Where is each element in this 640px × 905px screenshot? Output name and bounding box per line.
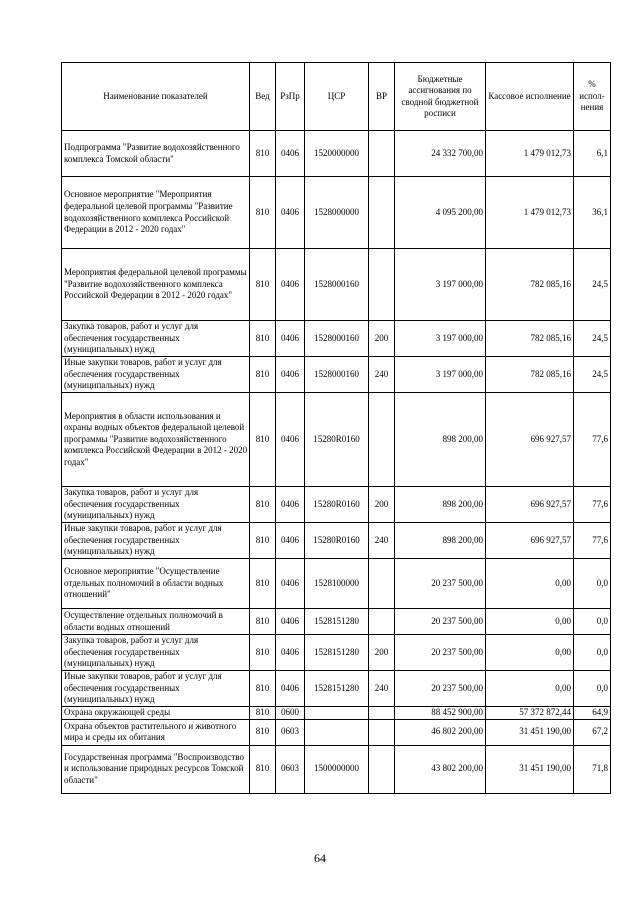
cell-rzpr: 0603 bbox=[276, 719, 305, 745]
cell-rzpr: 0406 bbox=[276, 487, 305, 523]
header-cash: Кассовое исполнение bbox=[486, 63, 574, 131]
cell-percent: 77,6 bbox=[574, 487, 611, 523]
cell-assigned: 20 237 500,00 bbox=[395, 609, 486, 635]
cell-cash: 0,00 bbox=[486, 609, 574, 635]
cell-name: Закупка товаров, работ и услуг для обеспечения государственных (муниципальных) нужд bbox=[62, 487, 250, 523]
cell-name: Основное мероприятие "Осуществление отдельных полномочий в области водных отношений" bbox=[62, 559, 250, 609]
cell-cash: 782 085,16 bbox=[486, 357, 574, 393]
cell-assigned: 20 237 500,00 bbox=[395, 635, 486, 671]
cell-assigned: 20 237 500,00 bbox=[395, 671, 486, 707]
cell-vr: 240 bbox=[369, 671, 395, 707]
page-number: 64 bbox=[314, 851, 326, 865]
cell-assigned: 3 197 000,00 bbox=[395, 357, 486, 393]
cell-ved: 810 bbox=[250, 321, 276, 357]
cell-percent: 64,9 bbox=[574, 707, 611, 720]
cell-vr: 240 bbox=[369, 357, 395, 393]
cell-cash: 31 451 190,00 bbox=[486, 745, 574, 793]
cell-csr: 15280R0160 bbox=[305, 393, 369, 487]
cell-rzpr: 0406 bbox=[276, 671, 305, 707]
header-percent: % испол- нения bbox=[574, 63, 611, 131]
cell-percent: 77,6 bbox=[574, 523, 611, 559]
cell-cash: 782 085,16 bbox=[486, 249, 574, 321]
cell-percent: 67,2 bbox=[574, 719, 611, 745]
cell-assigned: 3 197 000,00 bbox=[395, 321, 486, 357]
cell-assigned: 46 802 200,00 bbox=[395, 719, 486, 745]
cell-assigned: 898 200,00 bbox=[395, 487, 486, 523]
cell-csr: 1528151280 bbox=[305, 671, 369, 707]
header-csr: ЦСР bbox=[305, 63, 369, 131]
cell-ved: 810 bbox=[250, 131, 276, 177]
cell-csr: 1528000160 bbox=[305, 357, 369, 393]
cell-vr bbox=[369, 249, 395, 321]
cell-csr: 1528000160 bbox=[305, 249, 369, 321]
cell-cash: 0,00 bbox=[486, 559, 574, 609]
cell-percent: 0,0 bbox=[574, 635, 611, 671]
cell-ved: 810 bbox=[250, 609, 276, 635]
cell-ved: 810 bbox=[250, 559, 276, 609]
cell-percent: 71,8 bbox=[574, 745, 611, 793]
table-row bbox=[62, 357, 611, 393]
cell-csr bbox=[305, 707, 369, 720]
cell-ved: 810 bbox=[250, 357, 276, 393]
cell-cash: 696 927,57 bbox=[486, 393, 574, 487]
cell-name: Иные закупки товаров, работ и услуг для обеспечения государственных (муниципальных) нужд bbox=[62, 523, 250, 559]
table-row bbox=[62, 177, 611, 249]
table-row bbox=[62, 635, 611, 671]
cell-cash: 696 927,57 bbox=[486, 487, 574, 523]
table-row bbox=[62, 745, 611, 793]
cell-percent: 6,1 bbox=[574, 131, 611, 177]
cell-vr bbox=[369, 719, 395, 745]
cell-rzpr: 0406 bbox=[276, 131, 305, 177]
cell-assigned: 24 332 700,00 bbox=[395, 131, 486, 177]
cell-vr bbox=[369, 609, 395, 635]
cell-rzpr: 0406 bbox=[276, 249, 305, 321]
table-row bbox=[62, 321, 611, 357]
cell-csr: 1500000000 bbox=[305, 745, 369, 793]
cell-csr bbox=[305, 719, 369, 745]
cell-vr: 200 bbox=[369, 635, 395, 671]
cell-rzpr: 0406 bbox=[276, 177, 305, 249]
cell-vr bbox=[369, 559, 395, 609]
table-row bbox=[62, 671, 611, 707]
cell-cash: 0,00 bbox=[486, 635, 574, 671]
table-row bbox=[62, 609, 611, 635]
table-row bbox=[62, 707, 611, 720]
cell-vr: 200 bbox=[369, 321, 395, 357]
cell-name: Закупка товаров, работ и услуг для обеспечения государственных (муниципальных) нужд bbox=[62, 321, 250, 357]
cell-ved: 810 bbox=[250, 487, 276, 523]
cell-percent: 77,6 bbox=[574, 393, 611, 487]
cell-csr: 15280R0160 bbox=[305, 487, 369, 523]
cell-assigned: 3 197 000,00 bbox=[395, 249, 486, 321]
cell-cash: 782 085,16 bbox=[486, 321, 574, 357]
cell-name: Иные закупки товаров, работ и услуг для обеспечения государственных (муниципальных) нужд bbox=[62, 671, 250, 707]
cell-name: Основное мероприятие "Мероприятия федеральной целевой программы "Развитие водохозяйственного комплекса Российской Федерации в 2012 - 2020 годах" bbox=[62, 177, 250, 249]
cell-name: Государственная программа "Воспроизводство и использование природных ресурсов Томской области" bbox=[62, 745, 250, 793]
cell-name: Подпрограмма "Развитие водохозяйственного комплекса Томской области" bbox=[62, 131, 250, 177]
table-row bbox=[62, 719, 611, 745]
cell-csr: 1528151280 bbox=[305, 609, 369, 635]
cell-name: Мероприятия федеральной целевой программы "Развитие водохозяйственного комплекса Российской Федерации в 2012 - 2020 годах" bbox=[62, 249, 250, 321]
cell-cash: 57 372 872,44 bbox=[486, 707, 574, 720]
table-row bbox=[62, 487, 611, 523]
table-row bbox=[62, 249, 611, 321]
cell-percent: 24,5 bbox=[574, 357, 611, 393]
cell-percent: 0,0 bbox=[574, 559, 611, 609]
cell-ved: 810 bbox=[250, 635, 276, 671]
cell-cash: 0,00 bbox=[486, 671, 574, 707]
cell-csr: 1520000000 bbox=[305, 131, 369, 177]
cell-csr: 1528000160 bbox=[305, 321, 369, 357]
header-name: Наименование показателей bbox=[62, 63, 250, 131]
cell-rzpr: 0406 bbox=[276, 609, 305, 635]
table-row bbox=[62, 131, 611, 177]
cell-rzpr: 0600 bbox=[276, 707, 305, 720]
cell-ved: 810 bbox=[250, 671, 276, 707]
cell-ved: 810 bbox=[250, 745, 276, 793]
table-row bbox=[62, 393, 611, 487]
cell-name: Осуществление отдельных полномочий в области водных отношений bbox=[62, 609, 250, 635]
cell-name: Охрана объектов растительного и животного мира и среды их обитания bbox=[62, 719, 250, 745]
cell-rzpr: 0603 bbox=[276, 745, 305, 793]
cell-vr: 240 bbox=[369, 523, 395, 559]
cell-rzpr: 0406 bbox=[276, 523, 305, 559]
cell-rzpr: 0406 bbox=[276, 357, 305, 393]
cell-assigned: 4 095 200,00 bbox=[395, 177, 486, 249]
cell-assigned: 88 452 900,00 bbox=[395, 707, 486, 720]
cell-ved: 810 bbox=[250, 523, 276, 559]
cell-ved: 810 bbox=[250, 177, 276, 249]
cell-csr: 1528151280 bbox=[305, 635, 369, 671]
cell-vr bbox=[369, 131, 395, 177]
cell-name: Мероприятия в области использования и охраны водных объектов федеральной целевой программы "Развитие водохозяйственного комплекса Российской Федерации в 2012 - 2020 годах" bbox=[62, 393, 250, 487]
cell-assigned: 43 802 200,00 bbox=[395, 745, 486, 793]
cell-rzpr: 0406 bbox=[276, 559, 305, 609]
cell-ved: 810 bbox=[250, 393, 276, 487]
header-rzpr: РзПр bbox=[276, 63, 305, 131]
cell-percent: 24,5 bbox=[574, 321, 611, 357]
cell-percent: 36,1 bbox=[574, 177, 611, 249]
cell-csr: 15280R0160 bbox=[305, 523, 369, 559]
cell-cash: 696 927,57 bbox=[486, 523, 574, 559]
cell-name: Закупка товаров, работ и услуг для обеспечения государственных (муниципальных) нужд bbox=[62, 635, 250, 671]
cell-ved: 810 bbox=[250, 719, 276, 745]
header-assigned: Бюджетные ассигнования по сводной бюджетной росписи bbox=[395, 63, 486, 131]
cell-name: Охрана окружающей среды bbox=[62, 707, 250, 720]
table-header-row bbox=[62, 63, 611, 131]
header-vr: ВР bbox=[369, 63, 395, 131]
cell-vr bbox=[369, 177, 395, 249]
cell-assigned: 20 237 500,00 bbox=[395, 559, 486, 609]
cell-name: Иные закупки товаров, работ и услуг для обеспечения государственных (муниципальных) нужд bbox=[62, 357, 250, 393]
cell-vr bbox=[369, 393, 395, 487]
cell-vr bbox=[369, 707, 395, 720]
cell-rzpr: 0406 bbox=[276, 393, 305, 487]
cell-rzpr: 0406 bbox=[276, 635, 305, 671]
table-row bbox=[62, 559, 611, 609]
table-row bbox=[62, 523, 611, 559]
header-ved: Вед bbox=[250, 63, 276, 131]
cell-cash: 31 451 190,00 bbox=[486, 719, 574, 745]
cell-percent: 0,0 bbox=[574, 609, 611, 635]
cell-csr: 1528000000 bbox=[305, 177, 369, 249]
cell-vr: 200 bbox=[369, 487, 395, 523]
cell-vr bbox=[369, 745, 395, 793]
cell-assigned: 898 200,00 bbox=[395, 393, 486, 487]
cell-cash: 1 479 012,73 bbox=[486, 177, 574, 249]
cell-csr: 1528100000 bbox=[305, 559, 369, 609]
cell-percent: 24,5 bbox=[574, 249, 611, 321]
cell-ved: 810 bbox=[250, 707, 276, 720]
cell-rzpr: 0406 bbox=[276, 321, 305, 357]
cell-ved: 810 bbox=[250, 249, 276, 321]
cell-percent: 0,0 bbox=[574, 671, 611, 707]
cell-assigned: 898 200,00 bbox=[395, 523, 486, 559]
cell-cash: 1 479 012,73 bbox=[486, 131, 574, 177]
budget-table bbox=[61, 62, 611, 794]
